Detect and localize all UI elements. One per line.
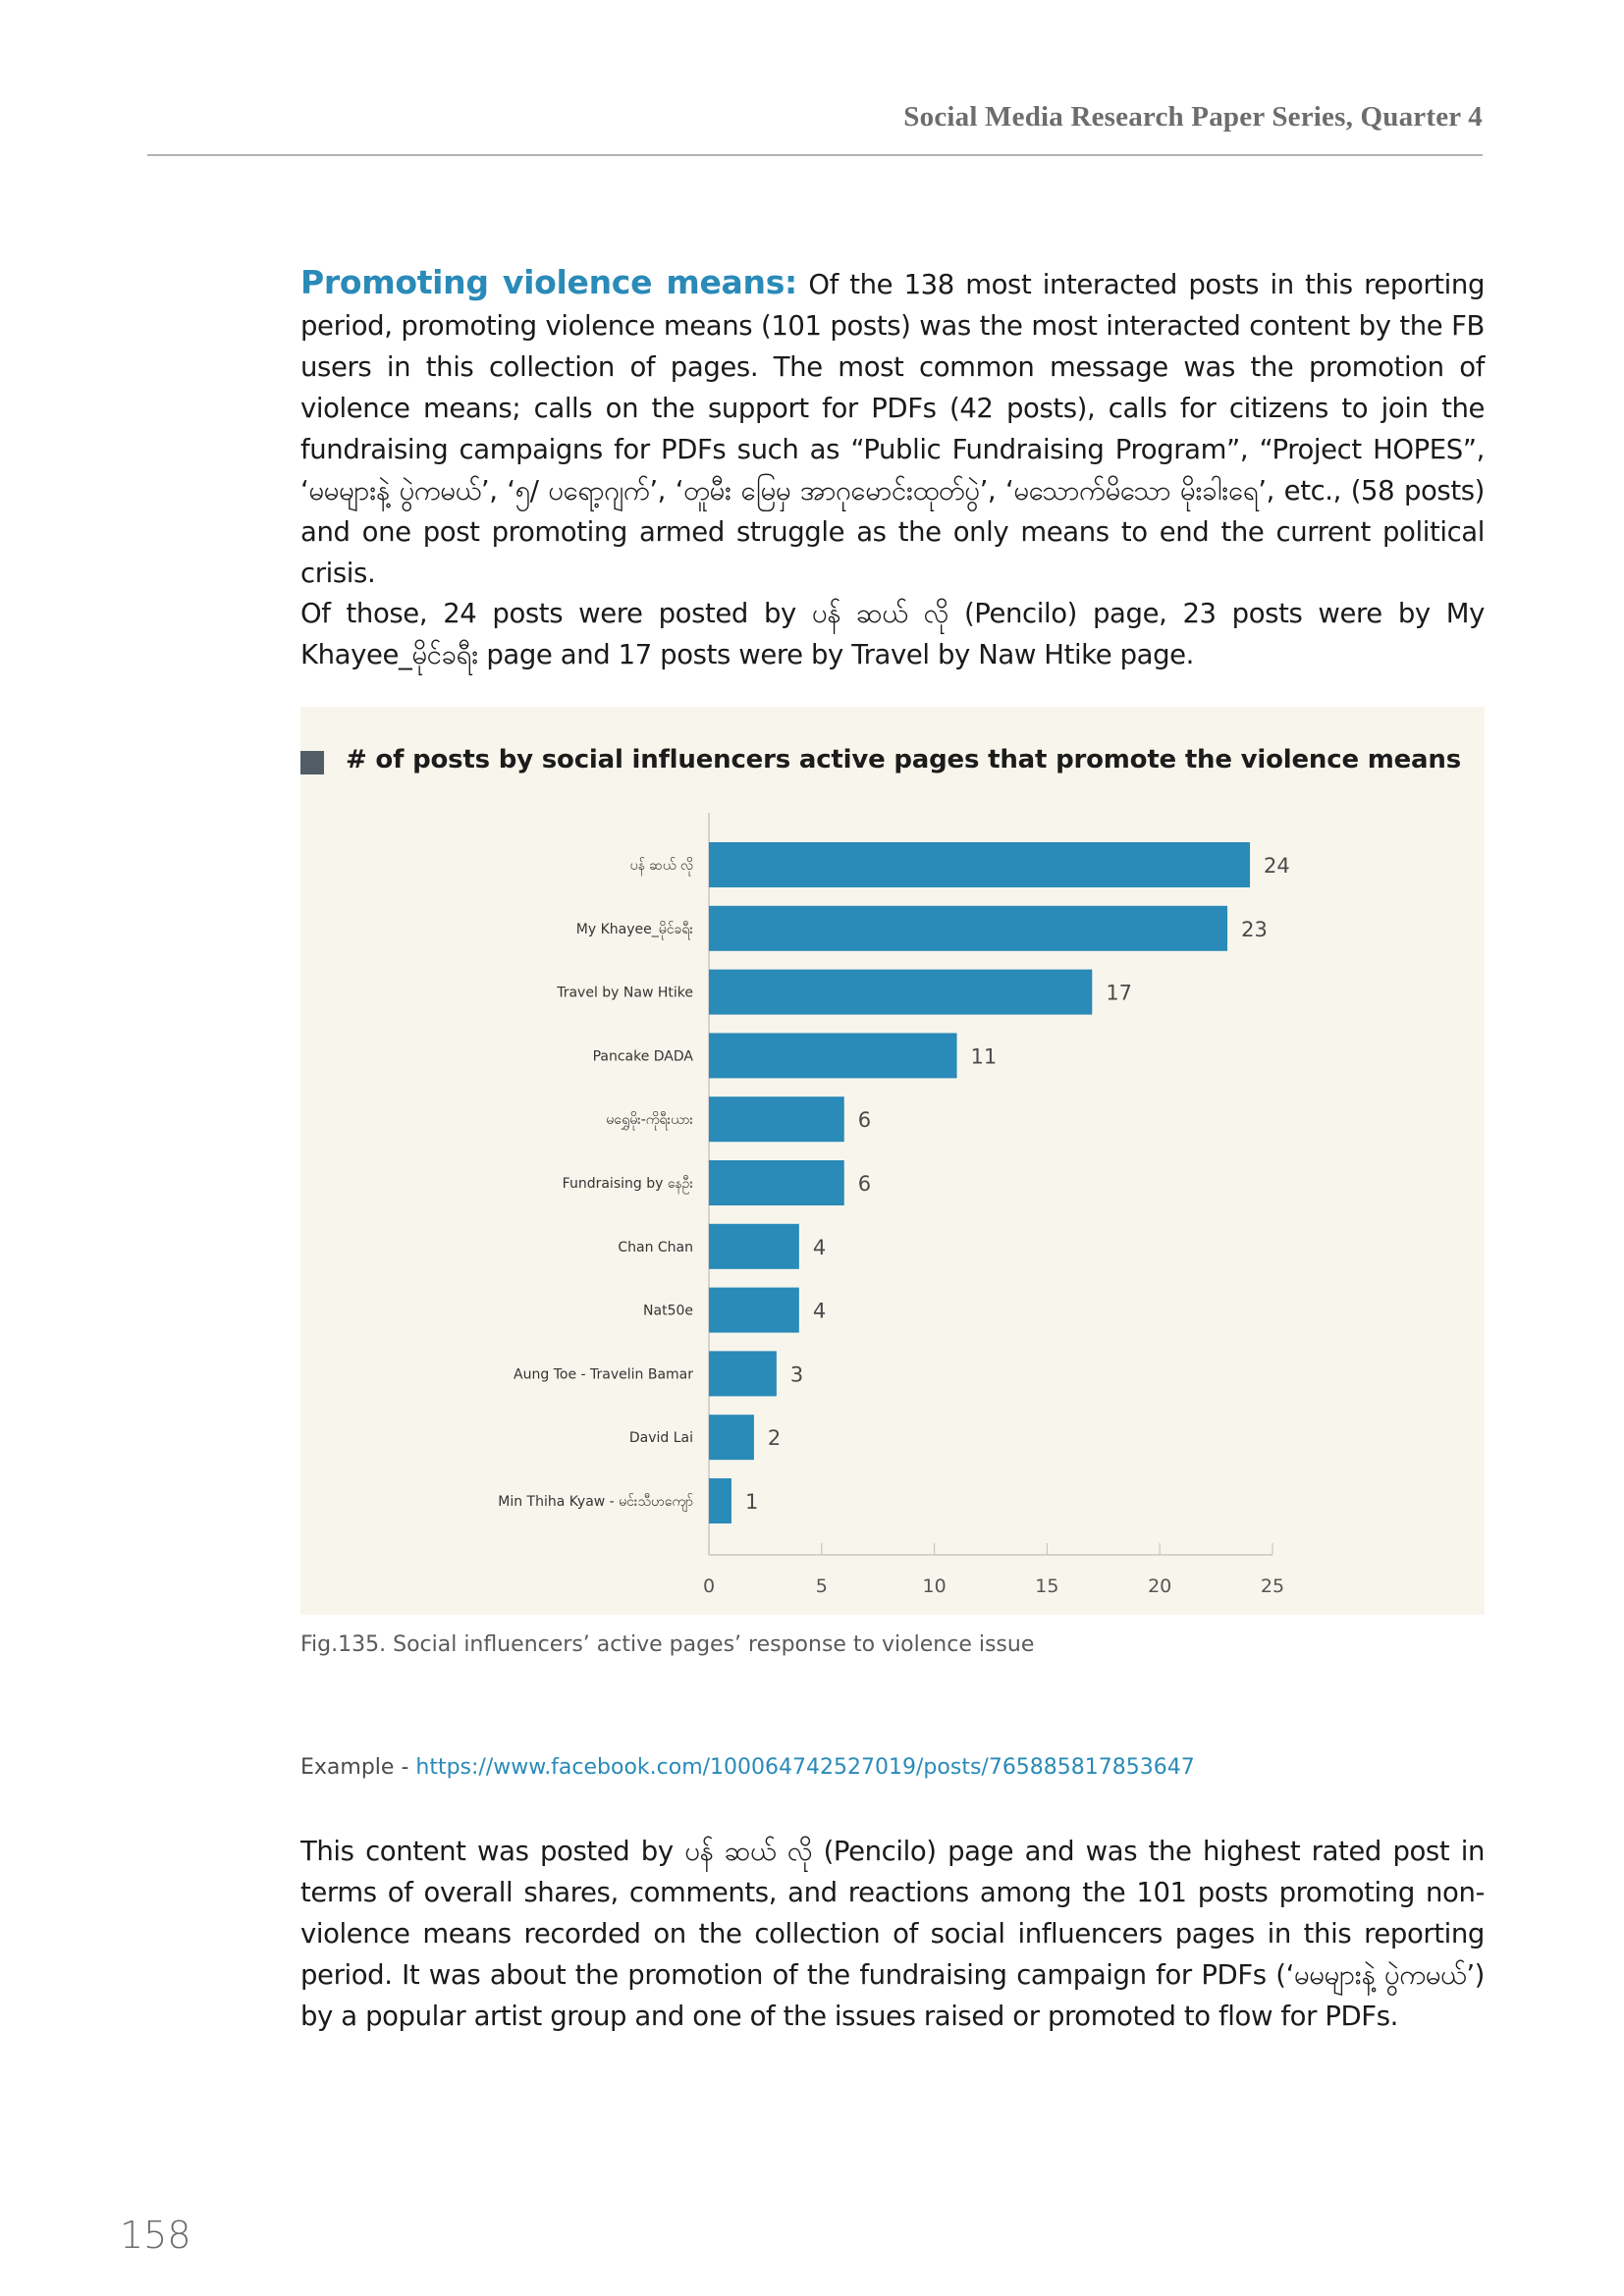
- value-label: 11: [970, 1044, 998, 1069]
- category-label: My Khayee_မိုင်ခရီး: [575, 921, 693, 937]
- example-line: [300, 1755, 1195, 1780]
- chart-panel: [300, 707, 1485, 1615]
- bar: [709, 1224, 799, 1269]
- example-link[interactable]: https://www.facebook.com/100064742527019/posts/765885817853647: [415, 1755, 1195, 1780]
- chart-title: # of posts by social influencers active pages that promote the violence means: [346, 745, 1461, 774]
- category-label: Min Thiha Kyaw - မင်းသီဟကျော်: [498, 1494, 693, 1510]
- bar: [709, 1415, 754, 1460]
- x-tick-label: 15: [1035, 1575, 1059, 1597]
- value-label: 23: [1241, 917, 1268, 941]
- x-tick-label: 5: [815, 1575, 828, 1597]
- summary-paragraph: Of those, 24 posts were posted by ပန် ဆယ် လို (Pencilo) page, 23 posts were by My Khayee_မိုင်ခရီး page and 17 posts were by Travel by Naw Htike page.: [300, 598, 1485, 670]
- bar: [709, 1351, 777, 1396]
- category-label: Aung Toe - Travelin Bamar: [514, 1366, 693, 1383]
- running-header: Social Media Research Paper Series, Quarter 4: [903, 101, 1483, 133]
- value-label: 4: [812, 1235, 827, 1259]
- intro-paragraph: [300, 262, 1485, 594]
- bar: [709, 1478, 731, 1523]
- example-label: Example -: [300, 1755, 416, 1780]
- category-label: Fundraising by နေဦး: [562, 1176, 693, 1192]
- value-label: 3: [789, 1362, 804, 1387]
- value-label: 6: [857, 1108, 872, 1133]
- category-label: ပန် ဆယ် လို: [629, 858, 693, 874]
- value-label: 2: [767, 1426, 782, 1451]
- category-label: David Lai: [628, 1430, 693, 1447]
- bar: [709, 1160, 844, 1205]
- x-tick-label: 0: [702, 1575, 716, 1597]
- bar: [709, 906, 1227, 951]
- category-label: Travel by Naw Htike: [557, 985, 693, 1001]
- bar: [709, 842, 1250, 887]
- x-tick-label: 10: [922, 1575, 947, 1597]
- value-label: 4: [812, 1299, 827, 1323]
- page-number: 158: [120, 2214, 191, 2257]
- category-label: မရွှေမိုး-ကိုရီးယား: [606, 1112, 693, 1129]
- category-label: Pancake DADA: [592, 1048, 693, 1065]
- category-label: Nat50e: [643, 1303, 693, 1319]
- x-tick-label: 25: [1260, 1575, 1285, 1597]
- figure-caption: Fig.135. Social influencers’ active pages’ response to violence issue: [300, 1632, 1035, 1657]
- bar: [709, 1033, 957, 1078]
- intro-text: Of the 138 most interacted posts in this reporting period, promoting violence means (101 posts) was the most interacted content by the FB users in this collection of pages. The most common message was the promotion of violence means; calls on the support for PDFs (42 posts), calls for citizens to join the fundraising campaigns for PDFs such as “Public Fundraising Program”, “Project HOPES”, ‘မမများနဲ့ ပွဲကမယ်’, ‘၅/ ပရော့ဂျက်’, ‘တူမီး မြေမှ အာဂုမောင်းထုတ်ပွဲ’, ‘မသောက်မိသော မိုးခါးရေ’, etc., (58 posts) and one post promoting armed struggle as the only means to end the current political crisis.: [300, 269, 1485, 589]
- value-label: 6: [857, 1172, 872, 1196]
- value-label: 17: [1106, 981, 1133, 1005]
- bar-chart: [300, 707, 1485, 1615]
- category-label: Chan Chan: [618, 1239, 693, 1255]
- x-tick-label: 20: [1148, 1575, 1172, 1597]
- value-label: 1: [744, 1490, 759, 1514]
- conclusion-paragraph: This content was posted by ပန် ဆယ် လို (Pencilo) page and was the highest rated post in terms of overall shares, comments, and reactions among the 101 posts promoting non-violence means recorded on the collection of social influencers pages in this reporting period. It was about the promotion of the fundraising campaign for PDFs (‘မမများနဲ့ ပွဲကမယ်’) by a popular artist group and one of the issues raised or promoted to flow for PDFs.: [300, 1836, 1485, 2032]
- section-lead: Promoting violence means:: [300, 263, 797, 301]
- bar: [709, 970, 1092, 1015]
- value-label: 24: [1264, 854, 1290, 878]
- bar: [709, 1096, 844, 1142]
- bar: [709, 1288, 799, 1333]
- header-divider: [147, 154, 1483, 156]
